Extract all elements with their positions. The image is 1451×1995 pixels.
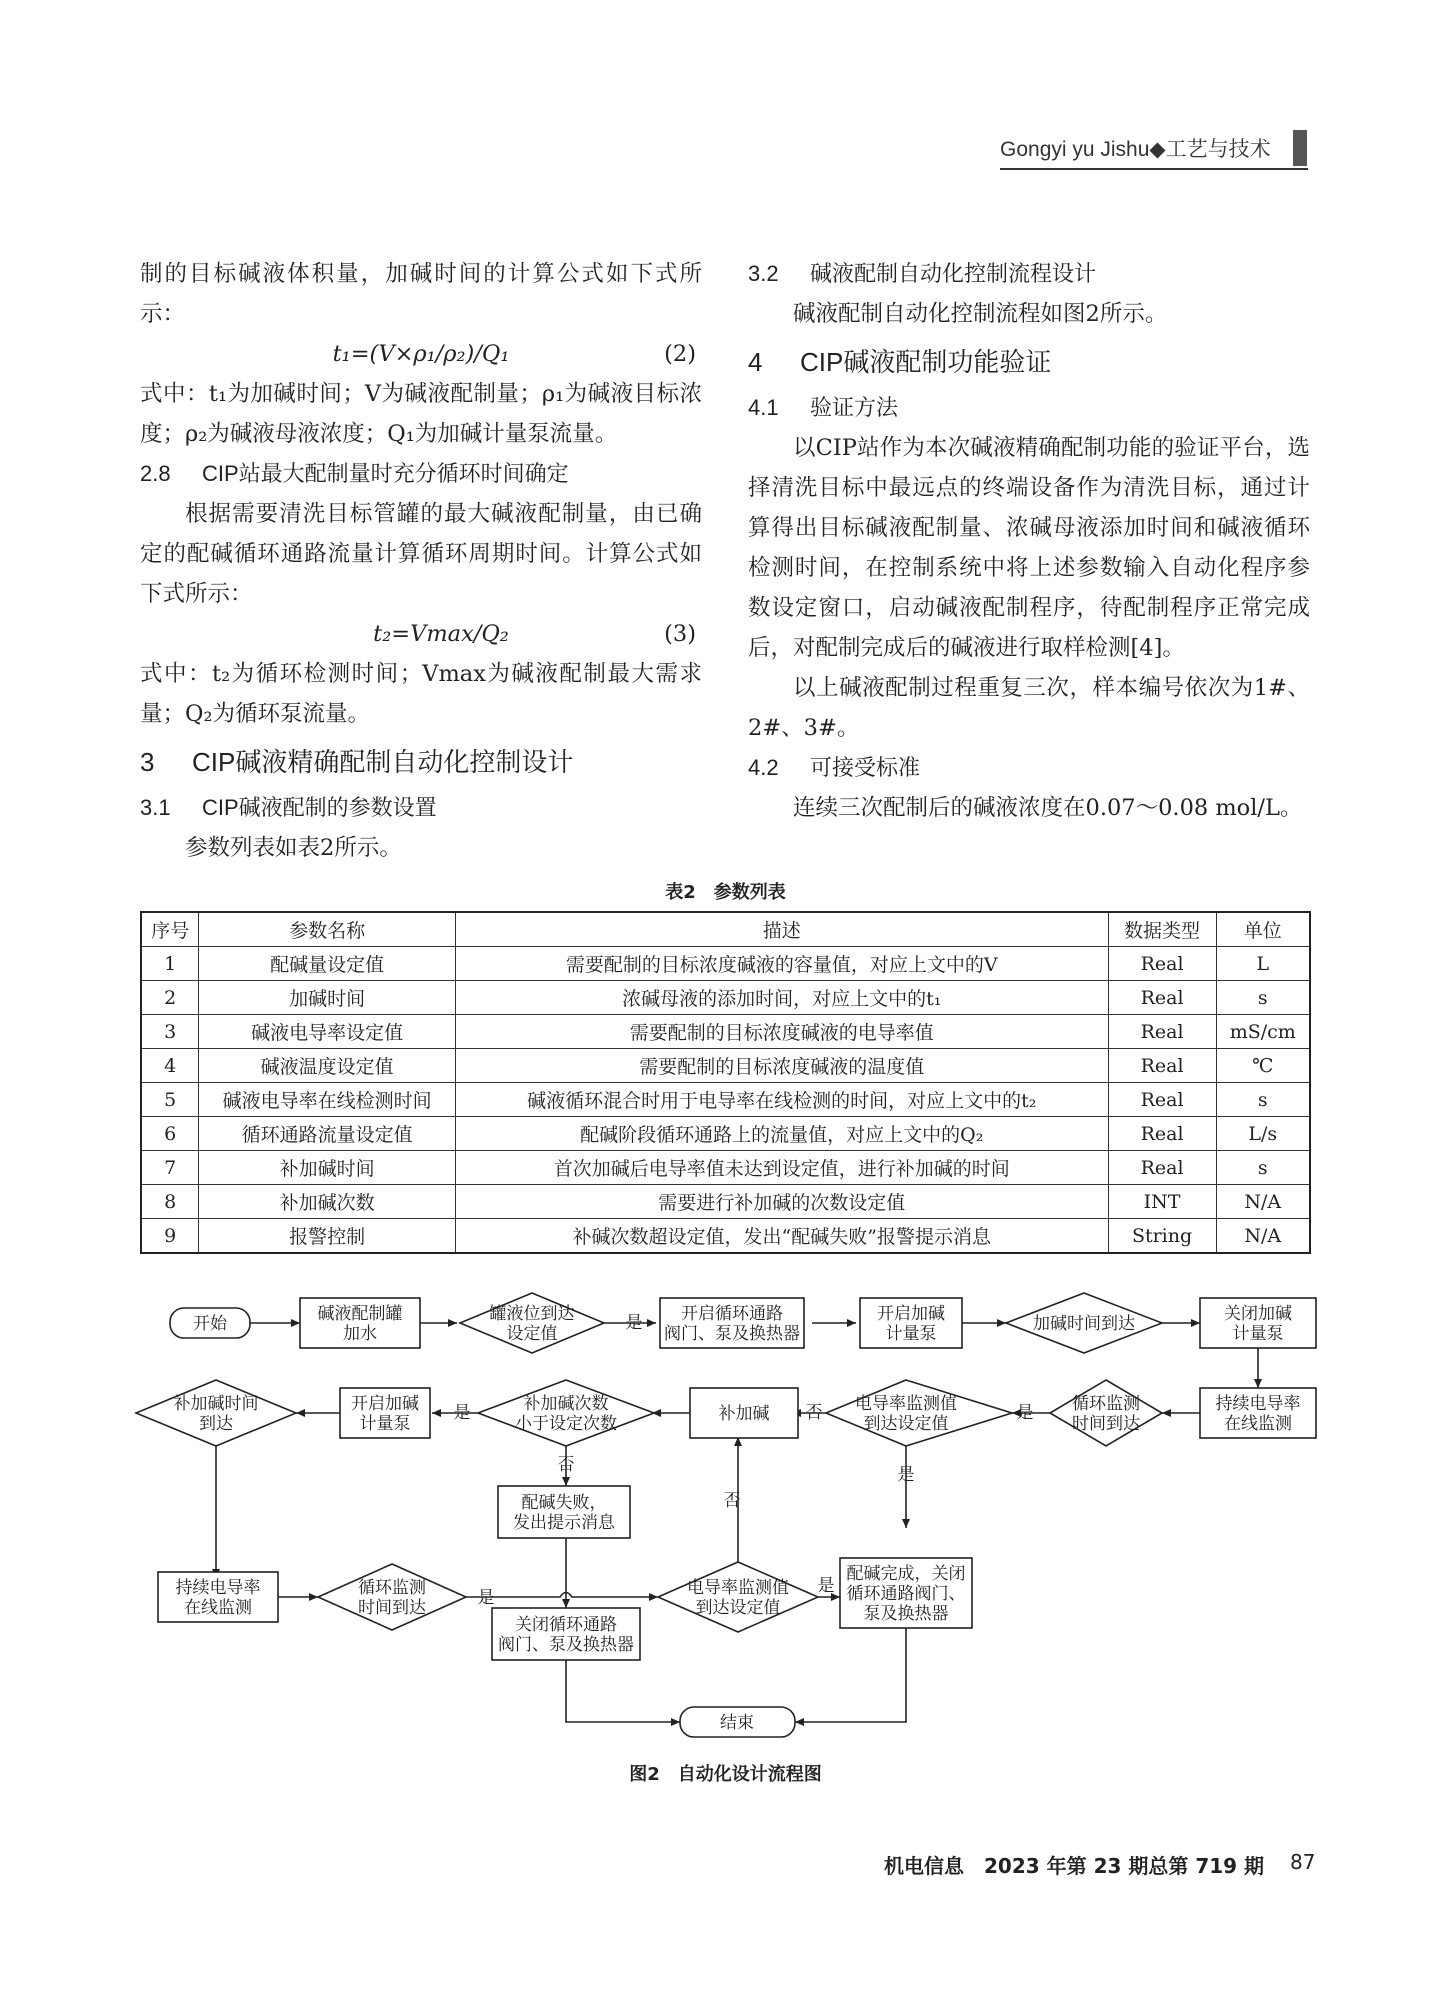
footer-journal: 机电信息 2023 年第 23 期总第 719 期: [884, 1854, 1265, 1878]
column-header: 数据类型: [1108, 912, 1216, 947]
flowchart-label: 配碱失败，: [521, 1493, 607, 1513]
flowchart-label: 配碱完成，关闭: [846, 1564, 966, 1584]
table-row: [141, 1151, 1310, 1185]
table-cell: 报警控制: [199, 1219, 455, 1254]
table-cell: ℃: [1216, 1049, 1310, 1083]
table-row: [141, 1185, 1310, 1219]
paragraph: 连续三次配制后的碱液浓度在0.07～0.08 mol/L。: [793, 795, 1303, 821]
table-cell: Real: [1108, 1117, 1216, 1151]
flowchart-label: 开启加碱: [351, 1394, 419, 1414]
table-cell: mS/cm: [1216, 1015, 1310, 1049]
table-cell: Real: [1108, 1083, 1216, 1117]
equation-3: [140, 614, 702, 654]
section-heading: 4.2 可接受标准: [748, 755, 921, 780]
running-header: [1000, 133, 1271, 163]
flowchart-label: 持续电导率: [1215, 1394, 1301, 1414]
table-row: [141, 947, 1310, 981]
flowchart-label: 补加碱次数: [523, 1394, 609, 1414]
connector: [466, 1593, 658, 1598]
flowchart-label: 循环监测: [1072, 1394, 1140, 1414]
paragraph: 以CIP站作为本次碱液精确配制功能的验证平台，选择清洗目标中最远点的终端设备作为清洗目标，通过计算得出目标碱液配制量、浓碱母液添加时间和碱液循环检测时间，在控制系统中将上述参数输入自动化程序参数设定窗口，启动碱液配制程序，待配制程序正常完成后，对配制完成后的碱液进行取样检测[4]。: [748, 435, 1310, 661]
table-cell: 循环通路流量设定值: [199, 1117, 455, 1151]
flowchart-label: 电导率监测值: [687, 1578, 789, 1598]
flowchart-label: 到达设定值: [695, 1598, 781, 1618]
table-cell: 4: [141, 1049, 199, 1083]
right-column: [748, 254, 1310, 828]
flowchart-label: 循环监测: [358, 1578, 426, 1598]
table-cell: L/s: [1216, 1117, 1310, 1151]
table-cell: 7: [141, 1151, 199, 1185]
flowchart-label: 开始: [193, 1314, 227, 1334]
no-label: 否: [723, 1491, 741, 1511]
section-heading: 3.1 CIP碱液配制的参数设置: [140, 795, 437, 820]
yes-label: 是: [477, 1588, 495, 1608]
section-heading: 3.2 碱液配制自动化控制流程设计: [748, 261, 1097, 286]
equation-formula: t₂=Vmax/Q₂: [373, 621, 509, 647]
flowchart-label: 阀门、泵及换热器: [498, 1635, 634, 1655]
table-row: [141, 1219, 1310, 1254]
flowchart-label: 加水: [343, 1324, 377, 1344]
section-heading: 4 CIP碱液配制功能验证: [748, 347, 1052, 377]
flowchart-label: 循环通路阀门、: [846, 1584, 966, 1604]
flowchart: [0, 1270, 1451, 1780]
flowchart-label: 计量泵: [885, 1324, 937, 1344]
yes-label: 是: [1016, 1403, 1034, 1423]
connector: [566, 1660, 680, 1722]
table-cell: 碱液温度设定值: [199, 1049, 455, 1083]
table-cell: 6: [141, 1117, 199, 1151]
table-header-row: [141, 912, 1310, 947]
table-cell: String: [1108, 1219, 1216, 1254]
table-cell: 9: [141, 1219, 199, 1254]
equation-number: (2): [664, 341, 696, 367]
table-body: [141, 947, 1310, 1254]
yes-label: 是: [897, 1465, 915, 1485]
table-cell: 补加碱时间: [199, 1151, 455, 1185]
flowchart-label: 小于设定次数: [515, 1414, 617, 1434]
table-cell: 首次加碱后电导率值未达到设定值，进行补加碱的时间: [455, 1151, 1108, 1185]
flowchart-label: 计量泵: [359, 1414, 411, 1434]
section-heading: 4.1 验证方法: [748, 395, 899, 420]
table-cell: N/A: [1216, 1219, 1310, 1254]
table-cell: 加碱时间: [199, 981, 455, 1015]
flowchart-label: 设定值: [506, 1324, 558, 1344]
flowchart-label: 补加碱: [718, 1404, 770, 1424]
flowchart-label: 时间到达: [1072, 1414, 1140, 1434]
table-cell: Real: [1108, 981, 1216, 1015]
running-title-cn: 工艺与技术: [1165, 138, 1271, 161]
table-cell: Real: [1108, 1151, 1216, 1185]
column-header: 单位: [1216, 912, 1310, 947]
table-caption: 表2 参数列表: [665, 882, 786, 903]
table-row: [141, 1049, 1310, 1083]
table-cell: 2: [141, 981, 199, 1015]
flowchart-label: 到达: [199, 1414, 233, 1434]
table-row: [141, 1117, 1310, 1151]
table-cell: 碱液循环混合时用于电导率在线检测的时间，对应上文中的t₂: [455, 1083, 1108, 1117]
table-cell: 配碱阶段循环通路上的流量值，对应上文中的Q₂: [455, 1117, 1108, 1151]
flowchart-label: 罐液位到达: [489, 1304, 575, 1324]
table-cell: Real: [1108, 1049, 1216, 1083]
section-heading: 3 CIP碱液精确配制自动化控制设计: [140, 747, 574, 777]
table-row: [141, 1083, 1310, 1117]
paragraph: 式中：t₁为加碱时间；V为碱液配制量；ρ₁为碱液目标浓度；ρ₂为碱液母液浓度；Q₁为加碱计量泵流量。: [140, 381, 702, 447]
flowchart-label: 碱液配制罐: [317, 1304, 403, 1324]
equation-2: [140, 334, 702, 374]
flowchart-label: 电导率监测值: [855, 1394, 957, 1414]
table-cell: 5: [141, 1083, 199, 1117]
flowchart-label: 到达设定值: [863, 1414, 949, 1434]
flowchart-label: 发出提示消息: [513, 1513, 615, 1533]
table-cell: 配碱量设定值: [199, 947, 455, 981]
table-cell: INT: [1108, 1185, 1216, 1219]
table-cell: 8: [141, 1185, 199, 1219]
table-cell: 需要配制的目标浓度碱液的容量值，对应上文中的V: [455, 947, 1108, 981]
table-cell: 1: [141, 947, 199, 981]
table-cell: 3: [141, 1015, 199, 1049]
figure-caption: 图2 自动化设计流程图: [629, 1764, 822, 1785]
equation-formula: t₁=(V×ρ₁/ρ₂)/Q₁: [332, 341, 510, 367]
paragraph: 式中：t₂为循环检测时间；Vmax为碱液配制最大需求量；Q₂为循环泵流量。: [140, 661, 702, 727]
table-cell: N/A: [1216, 1185, 1310, 1219]
connector: [795, 1628, 906, 1722]
flowchart-label: 结束: [720, 1713, 754, 1733]
flowchart-label: 关闭循环通路: [515, 1615, 617, 1635]
page-number: 87: [1290, 1850, 1316, 1874]
table-cell: 碱液电导率在线检测时间: [199, 1083, 455, 1117]
header-bar: [1293, 130, 1307, 166]
no-label: 否: [805, 1403, 823, 1423]
flowchart-label: 补加碱时间: [173, 1394, 259, 1414]
flowchart-label: 阀门、泵及换热器: [664, 1324, 800, 1344]
column-header: 序号: [141, 912, 199, 947]
running-title-en: Gongyi yu Jishu: [1000, 138, 1150, 161]
table-cell: s: [1216, 981, 1310, 1015]
table-row: [141, 1015, 1310, 1049]
flowchart-label: 关闭加碱: [1224, 1304, 1292, 1324]
no-label: 否: [557, 1455, 575, 1475]
left-column: [140, 254, 702, 868]
yes-label: 是: [453, 1403, 471, 1423]
table-cell: Real: [1108, 1015, 1216, 1049]
table-cell: Real: [1108, 947, 1216, 981]
table-cell: s: [1216, 1151, 1310, 1185]
table-cell: 浓碱母液的添加时间，对应上文中的t₁: [455, 981, 1108, 1015]
paragraph: 碱液配制自动化控制流程如图2所示。: [793, 301, 1168, 327]
table-cell: 需要进行补加碱的次数设定值: [455, 1185, 1108, 1219]
diamond-icon: ◆: [1149, 138, 1166, 161]
yes-label: 是: [817, 1576, 835, 1596]
header-rule: [1000, 168, 1308, 170]
flowchart-label: 在线监测: [184, 1598, 252, 1618]
table-cell: 需要配制的目标浓度碱液的电导率值: [455, 1015, 1108, 1049]
paragraph: 根据需要清洗目标管罐的最大碱液配制量，由已确定的配碱循环通路流量计算循环周期时间。计算公式如下式所示：: [140, 501, 702, 607]
equation-number: (3): [664, 621, 696, 647]
flowchart-label: 计量泵: [1232, 1324, 1284, 1344]
column-header: 参数名称: [199, 912, 455, 947]
flowchart-label: 在线监测: [1224, 1414, 1292, 1434]
yes-label: 是: [625, 1313, 643, 1333]
flowchart-label: 加碱时间到达: [1033, 1314, 1135, 1334]
table-cell: 补加碱次数: [199, 1185, 455, 1219]
flowchart-label: 时间到达: [358, 1598, 426, 1618]
table-cell: 需要配制的目标浓度碱液的温度值: [455, 1049, 1108, 1083]
parameter-table: [140, 911, 1311, 1254]
paragraph: 制的目标碱液体积量，加碱时间的计算公式如下式所示：: [140, 261, 702, 327]
table-cell: 碱液电导率设定值: [199, 1015, 455, 1049]
paragraph: 以上碱液配制过程重复三次，样本编号依次为1#、2#、3#。: [748, 675, 1310, 741]
paragraph: 参数列表如表2所示。: [185, 835, 402, 861]
table-row: [141, 981, 1310, 1015]
section-heading: 2.8 CIP站最大配制量时充分循环时间确定: [140, 461, 569, 486]
flowchart-label: 开启循环通路: [681, 1304, 783, 1324]
column-header: 描述: [455, 912, 1108, 947]
table-cell: 补碱次数超设定值，发出“配碱失败”报警提示消息: [455, 1219, 1108, 1254]
flowchart-label: 开启加碱: [877, 1304, 945, 1324]
table-cell: L: [1216, 947, 1310, 981]
table-cell: s: [1216, 1083, 1310, 1117]
flowchart-label: 持续电导率: [175, 1578, 261, 1598]
flowchart-label: 泵及换热器: [863, 1604, 949, 1624]
